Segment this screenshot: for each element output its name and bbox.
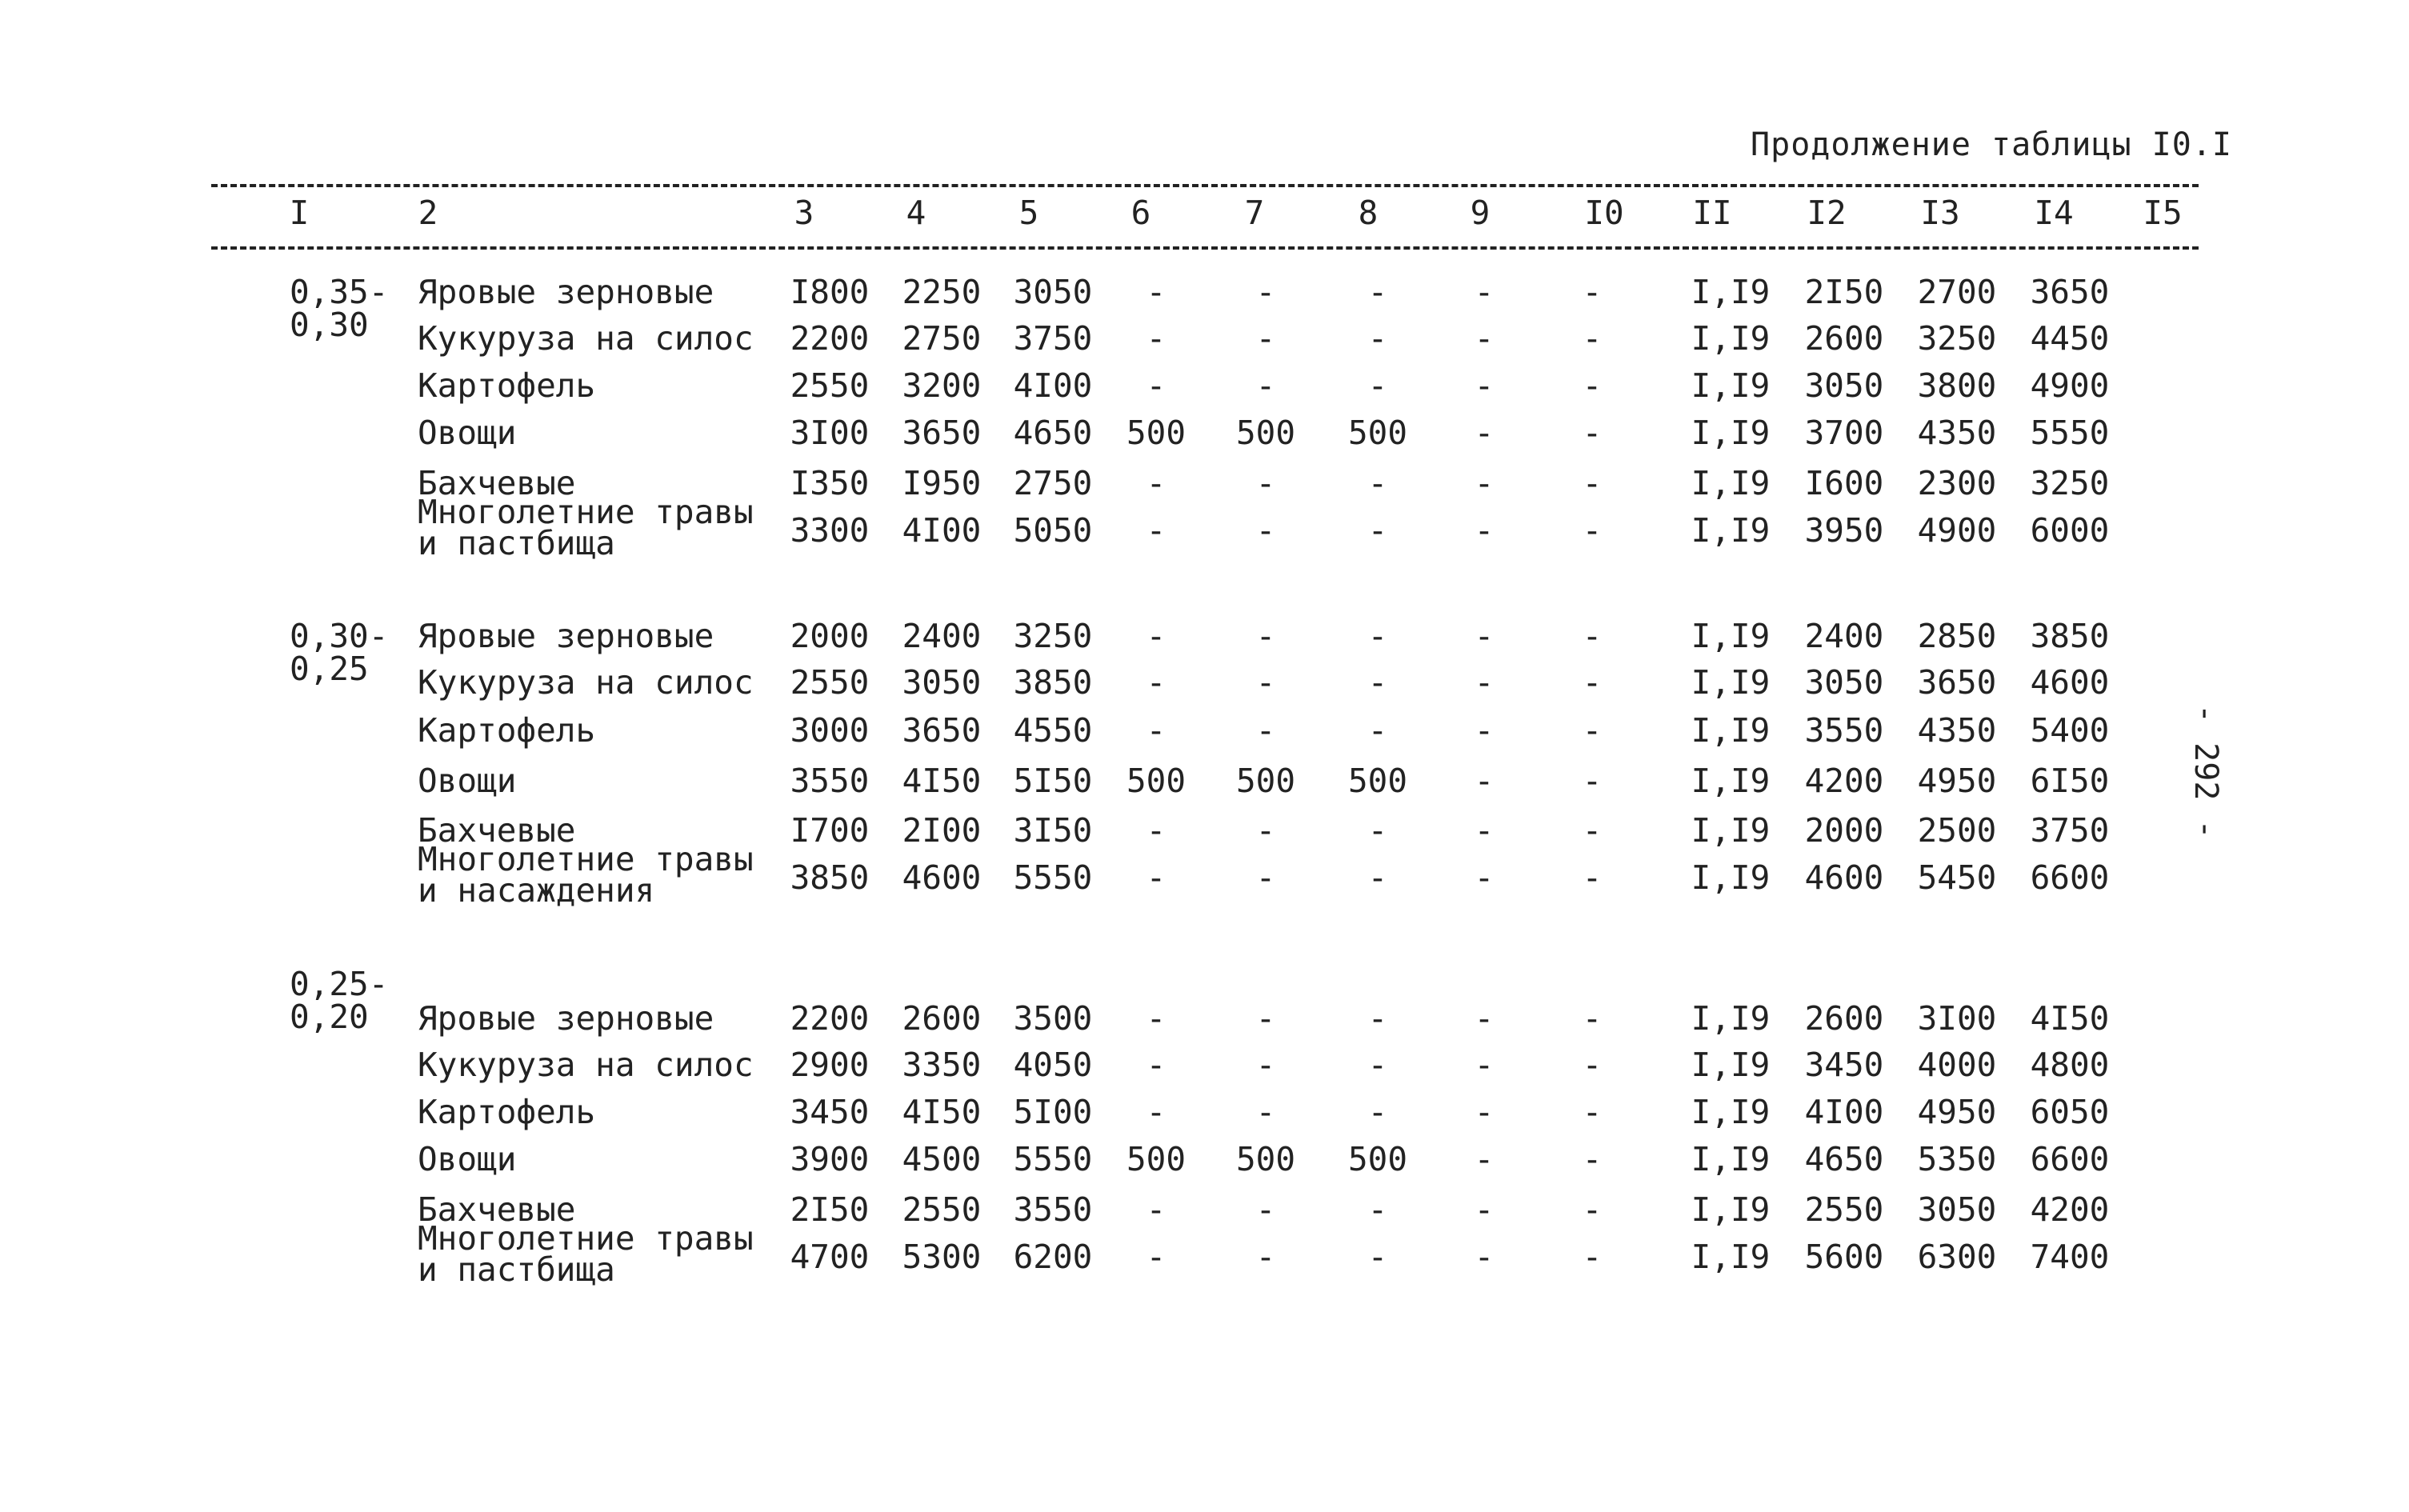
- table-cell: 5550: [1013, 1140, 1093, 1178]
- crop-name-line: и пастбища: [418, 1250, 615, 1289]
- table-cell: 4900: [2030, 366, 2110, 405]
- table-cell: I950: [902, 464, 982, 502]
- table-cell: -: [1582, 273, 1603, 311]
- table-cell: 4900: [1917, 511, 1997, 550]
- table-cell: 3I00: [1917, 999, 1997, 1038]
- table-cell: -: [1146, 1190, 1166, 1229]
- table-cell: 4950: [1917, 762, 1997, 800]
- table-cell: I,I9: [1691, 366, 1771, 405]
- column-header: 9: [1470, 194, 1491, 232]
- crop-name-line: Яровые зерновые: [418, 273, 714, 311]
- table-cell: -: [1474, 1140, 1495, 1178]
- header-rule-top: [211, 184, 2199, 187]
- table-cell: 2I00: [902, 811, 982, 850]
- column-header: II: [1692, 194, 1732, 232]
- table-cell: 4500: [902, 1140, 982, 1178]
- table-cell: -: [1255, 273, 1276, 311]
- table-cell: I,I9: [1691, 273, 1771, 311]
- table-cell: 2700: [1917, 273, 1997, 311]
- table-cell: I,I9: [1691, 762, 1771, 800]
- table-cell: -: [1582, 617, 1603, 655]
- column-header: 3: [794, 194, 814, 232]
- table-cell: 4350: [1917, 711, 1997, 750]
- table-cell: -: [1255, 366, 1276, 405]
- table-cell: 2600: [1804, 999, 1884, 1038]
- table-cell: 4200: [1804, 762, 1884, 800]
- table-cell: 4I00: [1013, 366, 1093, 405]
- table-cell: 2600: [1804, 319, 1884, 358]
- table-cell: -: [1582, 663, 1603, 702]
- table-cell: 2550: [790, 663, 870, 702]
- crop-name: [418, 617, 714, 655]
- table-cell: 500: [1347, 762, 1408, 800]
- table-cell: 3450: [790, 1093, 870, 1131]
- table-cell: -: [1474, 711, 1495, 750]
- crop-name-line: Кукуруза на силос: [418, 1046, 754, 1084]
- table-cell: I,I9: [1691, 1140, 1771, 1178]
- table-cell: -: [1367, 273, 1388, 311]
- table-cell: -: [1582, 464, 1603, 502]
- table-cell: I,I9: [1691, 464, 1771, 502]
- table-cell: 4550: [1013, 711, 1093, 750]
- table-cell: -: [1582, 858, 1603, 897]
- table-cell: -: [1146, 511, 1166, 550]
- table-cell: 3250: [2030, 464, 2110, 502]
- table-cell: 2300: [1917, 464, 1997, 502]
- table-cell: -: [1146, 366, 1166, 405]
- table-cell: 5300: [902, 1238, 982, 1276]
- table-cell: -: [1255, 319, 1276, 358]
- table-cell: I700: [790, 811, 870, 850]
- table-cell: -: [1255, 811, 1276, 850]
- group-range-label: [290, 617, 389, 688]
- column-header: I5: [2143, 194, 2183, 232]
- table-cell: -: [1582, 762, 1603, 800]
- table-cell: -: [1474, 273, 1495, 311]
- table-cell: I,I9: [1691, 1046, 1771, 1084]
- table-cell: 500: [1347, 1140, 1408, 1178]
- table-cell: -: [1582, 1046, 1603, 1084]
- column-header: 6: [1130, 194, 1151, 232]
- table-cell: 4650: [1804, 1140, 1884, 1178]
- table-cell: -: [1255, 1238, 1276, 1276]
- table-cell: 4I50: [2030, 999, 2110, 1038]
- table-cell: -: [1255, 464, 1276, 502]
- crop-name-line: и пастбища: [418, 523, 615, 562]
- table-cell: -: [1367, 464, 1388, 502]
- table-cell: 3900: [790, 1140, 870, 1178]
- table-cell: 500: [1347, 414, 1408, 452]
- table-cell: I,I9: [1691, 663, 1771, 702]
- table-cell: -: [1474, 511, 1495, 550]
- table-cell: -: [1146, 1238, 1166, 1276]
- table-cell: 2550: [1804, 1190, 1884, 1229]
- table-cell: -: [1146, 811, 1166, 850]
- table-cell: -: [1146, 663, 1166, 702]
- column-header: 4: [906, 194, 926, 232]
- group-range-line: 0,25-: [290, 965, 389, 1003]
- table-cell: -: [1474, 858, 1495, 897]
- table-cell: 500: [1126, 1140, 1186, 1178]
- crop-name: [418, 711, 596, 750]
- crop-name: [418, 663, 754, 702]
- table-cell: -: [1474, 414, 1495, 452]
- table-cell: 3250: [1013, 617, 1093, 655]
- table-cell: 6300: [1917, 1238, 1997, 1276]
- table-cell: 3050: [1917, 1190, 1997, 1229]
- table-cell: 2600: [902, 999, 982, 1038]
- crop-name-line: и насаждения: [418, 870, 655, 910]
- crop-name: [418, 1140, 517, 1178]
- table-cell: 4950: [1917, 1093, 1997, 1131]
- table-cell: -: [1146, 1046, 1166, 1084]
- table-cell: 2900: [790, 1046, 870, 1084]
- table-cell: 4800: [2030, 1046, 2110, 1084]
- table-cell: -: [1255, 511, 1276, 550]
- table-cell: -: [1582, 1190, 1603, 1229]
- crop-name-line: Яровые зерновые: [418, 617, 714, 655]
- table-cell: 500: [1126, 414, 1186, 452]
- table-cell: 2400: [1804, 617, 1884, 655]
- table-cell: 2I50: [790, 1190, 870, 1229]
- table-cell: -: [1582, 319, 1603, 358]
- table-cell: 4600: [1804, 858, 1884, 897]
- table-cell: 2250: [902, 273, 982, 311]
- table-cell: 2550: [790, 366, 870, 405]
- table-cell: 2850: [1917, 617, 1997, 655]
- table-cell: -: [1582, 1140, 1603, 1178]
- table-cell: -: [1474, 762, 1495, 800]
- table-cell: -: [1582, 414, 1603, 452]
- table-cell: -: [1367, 711, 1388, 750]
- table-cell: 3050: [1804, 366, 1884, 405]
- table-cell: -: [1255, 858, 1276, 897]
- column-header: 8: [1358, 194, 1379, 232]
- header-rule-bottom: [211, 246, 2199, 250]
- table-cell: 4350: [1917, 414, 1997, 452]
- table-cell: 3300: [790, 511, 870, 550]
- table-cell: -: [1367, 511, 1388, 550]
- table-cell: 2400: [902, 617, 982, 655]
- crop-name: [418, 1219, 754, 1289]
- table-cell: 3350: [902, 1046, 982, 1084]
- table-cell: -: [1474, 464, 1495, 502]
- table-cell: 4I00: [1804, 1093, 1884, 1131]
- group-range-line: 0,35-: [290, 273, 389, 311]
- crop-name: [418, 319, 754, 358]
- table-cell: -: [1474, 1190, 1495, 1229]
- crop-name-line: Овощи: [418, 762, 517, 800]
- group-range-label: [290, 965, 389, 1036]
- table-cell: 7400: [2030, 1238, 2110, 1276]
- table-cell: -: [1367, 319, 1388, 358]
- table-cell: 4I00: [902, 511, 982, 550]
- table-cell: -: [1367, 858, 1388, 897]
- table-cell: 4600: [902, 858, 982, 897]
- table-cell: I800: [790, 273, 870, 311]
- table-cell: 2500: [1917, 811, 1997, 850]
- table-cell: -: [1146, 273, 1166, 311]
- table-cell: I,I9: [1691, 1238, 1771, 1276]
- group-range-line: 0,30-: [290, 617, 389, 655]
- table-cell: 2I50: [1804, 273, 1884, 311]
- page-number: - 292 -: [2187, 704, 2224, 839]
- table-cell: I,I9: [1691, 999, 1771, 1038]
- table-cell: 4000: [1917, 1046, 1997, 1084]
- table-cell: 4600: [2030, 663, 2110, 702]
- table-cell: -: [1582, 511, 1603, 550]
- table-cell: -: [1255, 617, 1276, 655]
- table-cell: 6I50: [2030, 762, 2110, 800]
- table-cell: 3050: [1804, 663, 1884, 702]
- table-cell: -: [1255, 1190, 1276, 1229]
- table-cell: 5450: [1917, 858, 1997, 897]
- table-cell: 3550: [1013, 1190, 1093, 1229]
- table-cell: -: [1367, 999, 1388, 1038]
- table-cell: -: [1474, 663, 1495, 702]
- table-cell: 5I50: [1013, 762, 1093, 800]
- table-cell: 3750: [2030, 811, 2110, 850]
- crop-name-line: Картофель: [418, 366, 596, 405]
- table-cell: -: [1474, 1046, 1495, 1084]
- table-cell: -: [1146, 999, 1166, 1038]
- table-cell: -: [1474, 999, 1495, 1038]
- crop-name-line: Многолетние травы: [418, 493, 754, 531]
- table-cell: 6200: [1013, 1238, 1093, 1276]
- table-cell: -: [1146, 711, 1166, 750]
- table-cell: 3650: [2030, 273, 2110, 311]
- table-cell: 2750: [902, 319, 982, 358]
- crop-name-line: Яровые зерновые: [418, 999, 714, 1038]
- table-cell: 4650: [1013, 414, 1093, 452]
- column-header: I2: [1807, 194, 1847, 232]
- table-cell: 2000: [1804, 811, 1884, 850]
- table-cell: -: [1582, 999, 1603, 1038]
- crop-name: [418, 366, 596, 405]
- table-cell: 3I50: [1013, 811, 1093, 850]
- column-header: I0: [1584, 194, 1624, 232]
- table-cell: 3500: [1013, 999, 1093, 1038]
- table-cell: 3550: [790, 762, 870, 800]
- table-cell: 3050: [1013, 273, 1093, 311]
- table-cell: 6600: [2030, 858, 2110, 897]
- table-cell: 500: [1235, 762, 1296, 800]
- table-cell: I,I9: [1691, 617, 1771, 655]
- table-cell: -: [1255, 711, 1276, 750]
- table-cell: 3050: [902, 663, 982, 702]
- table-cell: -: [1367, 1238, 1388, 1276]
- crop-name-line: Многолетние травы: [418, 840, 754, 878]
- table-cell: -: [1367, 366, 1388, 405]
- table-cell: 3750: [1013, 319, 1093, 358]
- table-cell: -: [1255, 1046, 1276, 1084]
- table-cell: 3650: [1917, 663, 1997, 702]
- table-cell: -: [1255, 999, 1276, 1038]
- crop-name-line: Многолетние травы: [418, 1219, 754, 1258]
- crop-name: [418, 762, 517, 800]
- table-cell: 4450: [2030, 319, 2110, 358]
- table-cell: 3850: [2030, 617, 2110, 655]
- table-cell: -: [1146, 1093, 1166, 1131]
- table-cell: 4I50: [902, 1093, 982, 1131]
- table-cell: 3250: [1917, 319, 1997, 358]
- table-cell: 2200: [790, 319, 870, 358]
- table-cell: 4200: [2030, 1190, 2110, 1229]
- table-caption: Продолжение таблицы I0.I: [1751, 126, 2232, 163]
- table-cell: 3550: [1804, 711, 1884, 750]
- table-cell: 5400: [2030, 711, 2110, 750]
- crop-name: [418, 1093, 596, 1131]
- table-cell: -: [1367, 1046, 1388, 1084]
- table-cell: 6000: [2030, 511, 2110, 550]
- table-cell: 4700: [790, 1238, 870, 1276]
- table-cell: 3I00: [790, 414, 870, 452]
- column-header: 7: [1244, 194, 1265, 232]
- crop-name-line: Картофель: [418, 1093, 596, 1131]
- table-cell: I,I9: [1691, 858, 1771, 897]
- table-cell: 6600: [2030, 1140, 2110, 1178]
- column-header: I3: [1920, 194, 1960, 232]
- table-cell: -: [1582, 811, 1603, 850]
- table-cell: -: [1146, 319, 1166, 358]
- table-cell: I,I9: [1691, 1093, 1771, 1131]
- table-cell: I,I9: [1691, 414, 1771, 452]
- table-cell: 3800: [1917, 366, 1997, 405]
- table-cell: 3650: [902, 414, 982, 452]
- table-cell: -: [1474, 617, 1495, 655]
- table-cell: 2200: [790, 999, 870, 1038]
- table-cell: -: [1146, 858, 1166, 897]
- table-cell: 5I00: [1013, 1093, 1093, 1131]
- table-cell: 3200: [902, 366, 982, 405]
- table-cell: -: [1367, 617, 1388, 655]
- table-cell: -: [1367, 663, 1388, 702]
- table-cell: I600: [1804, 464, 1884, 502]
- table-cell: -: [1367, 1093, 1388, 1131]
- table-cell: I,I9: [1691, 811, 1771, 850]
- crop-name: [418, 414, 517, 452]
- table-cell: -: [1582, 366, 1603, 405]
- group-range-line: 0,25: [290, 650, 369, 688]
- table-cell: -: [1146, 617, 1166, 655]
- group-range-line: 0,30: [290, 306, 369, 344]
- table-cell: -: [1582, 1093, 1603, 1131]
- table-cell: -: [1367, 811, 1388, 850]
- group-range-label: [290, 273, 389, 344]
- table-cell: -: [1255, 663, 1276, 702]
- table-cell: 2550: [902, 1190, 982, 1229]
- table-cell: 3000: [790, 711, 870, 750]
- crop-name-line: Кукуруза на силос: [418, 319, 754, 358]
- table-cell: I,I9: [1691, 319, 1771, 358]
- table-cell: 3650: [902, 711, 982, 750]
- crop-name-line: Овощи: [418, 414, 517, 452]
- column-header: 2: [418, 194, 438, 232]
- table-cell: -: [1474, 811, 1495, 850]
- table-cell: -: [1474, 366, 1495, 405]
- table-cell: 5350: [1917, 1140, 1997, 1178]
- table-cell: 3450: [1804, 1046, 1884, 1084]
- table-cell: -: [1146, 464, 1166, 502]
- table-cell: 500: [1126, 762, 1186, 800]
- crop-name: [418, 1046, 754, 1084]
- crop-name-line: Кукуруза на силос: [418, 663, 754, 702]
- table-cell: 4050: [1013, 1046, 1093, 1084]
- crop-name: [418, 999, 714, 1038]
- table-cell: 6050: [2030, 1093, 2110, 1131]
- table-cell: 3700: [1804, 414, 1884, 452]
- table-cell: 2750: [1013, 464, 1093, 502]
- table-cell: -: [1367, 1190, 1388, 1229]
- table-cell: 2000: [790, 617, 870, 655]
- column-header: I: [289, 194, 310, 232]
- table-cell: I,I9: [1691, 511, 1771, 550]
- crop-name: [418, 273, 714, 311]
- table-cell: -: [1474, 1238, 1495, 1276]
- table-cell: 3850: [1013, 663, 1093, 702]
- table-cell: I350: [790, 464, 870, 502]
- table-cell: 5550: [1013, 858, 1093, 897]
- crop-name: [418, 493, 754, 562]
- table-cell: 500: [1235, 1140, 1296, 1178]
- crop-name-line: Овощи: [418, 1140, 517, 1178]
- table-cell: 3850: [790, 858, 870, 897]
- table-cell: 3950: [1804, 511, 1884, 550]
- column-header: 5: [1018, 194, 1039, 232]
- crop-name-line: Бахчевые: [418, 811, 576, 850]
- table-cell: 5600: [1804, 1238, 1884, 1276]
- table-cell: -: [1474, 1093, 1495, 1131]
- table-cell: 5550: [2030, 414, 2110, 452]
- crop-name: [418, 840, 754, 910]
- crop-name-line: Бахчевые: [418, 464, 576, 502]
- table-cell: -: [1582, 711, 1603, 750]
- table-cell: -: [1255, 1093, 1276, 1131]
- crop-name-line: Картофель: [418, 711, 596, 750]
- table-cell: 4I50: [902, 762, 982, 800]
- crop-name-line: Бахчевые: [418, 1190, 576, 1229]
- table-cell: 500: [1235, 414, 1296, 452]
- table-cell: -: [1474, 319, 1495, 358]
- table-cell: 5050: [1013, 511, 1093, 550]
- column-header: I4: [2034, 194, 2074, 232]
- table-cell: I,I9: [1691, 1190, 1771, 1229]
- table-cell: -: [1582, 1238, 1603, 1276]
- table-cell: I,I9: [1691, 711, 1771, 750]
- group-range-line: 0,20: [290, 998, 369, 1036]
